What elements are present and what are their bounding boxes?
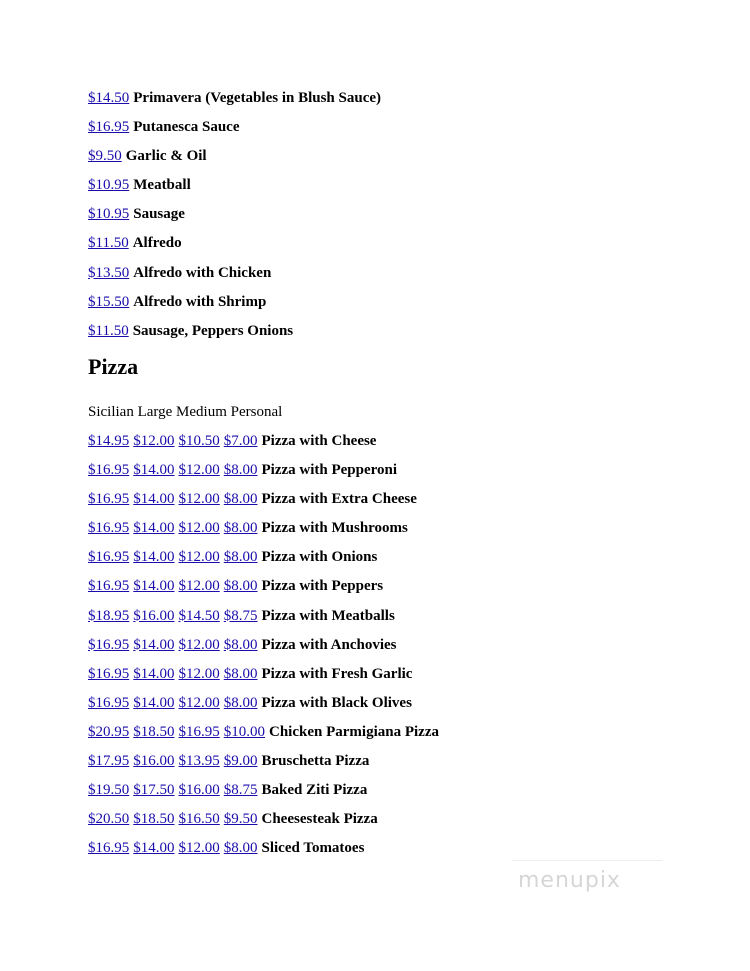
pizza-menu-row xyxy=(88,488,728,517)
pizza-menu-row xyxy=(88,750,728,779)
price-link[interactable]: $14.50 xyxy=(88,90,130,106)
pasta-menu-row xyxy=(88,174,728,203)
price-link[interactable]: $14.00 xyxy=(133,462,175,479)
price-link[interactable]: $14.00 xyxy=(133,694,175,711)
price-link[interactable]: $10.95 xyxy=(88,206,130,223)
price-link[interactable]: $20.50 xyxy=(88,811,130,828)
price-link[interactable]: $11.50 xyxy=(88,235,129,252)
item-name: Putanesca Sauce xyxy=(133,119,240,136)
price-link[interactable]: $8.00 xyxy=(223,636,258,653)
pizza-menu-row xyxy=(88,779,728,808)
pizza-menu-row xyxy=(88,605,728,634)
price-link[interactable]: $14.95 xyxy=(88,432,130,449)
price-link[interactable]: $12.00 xyxy=(178,549,220,566)
price-link[interactable]: $20.95 xyxy=(88,723,130,740)
price-link[interactable]: $8.00 xyxy=(223,694,258,711)
price-link[interactable]: $16.00 xyxy=(133,752,175,769)
price-link[interactable]: $10.50 xyxy=(178,432,220,449)
watermark-divider xyxy=(512,860,662,861)
pizza-menu-row xyxy=(88,459,728,488)
item-name: Pizza with Anchovies xyxy=(261,636,397,653)
item-name: Primavera (Vegetables in Blush Sauce) xyxy=(133,90,382,106)
pizza-menu-row xyxy=(88,634,728,663)
item-name: Pizza with Fresh Garlic xyxy=(261,665,413,682)
price-link[interactable]: $16.95 xyxy=(88,578,130,595)
price-link[interactable]: $14.00 xyxy=(133,578,175,595)
price-link[interactable]: $18.50 xyxy=(133,811,175,828)
item-name: Sliced Tomatoes xyxy=(261,840,365,857)
price-link[interactable]: $8.00 xyxy=(223,840,258,857)
price-link[interactable]: $8.00 xyxy=(223,665,258,682)
item-name: Pizza with Mushrooms xyxy=(261,520,408,537)
price-link[interactable]: $16.95 xyxy=(88,491,130,508)
price-link[interactable]: $19.50 xyxy=(88,782,130,799)
price-link[interactable]: $8.00 xyxy=(223,549,258,566)
price-link[interactable]: $11.50 xyxy=(88,322,129,339)
item-name: Pizza with Extra Cheese xyxy=(261,491,417,508)
price-link[interactable]: $14.00 xyxy=(133,520,175,537)
price-link[interactable]: $15.50 xyxy=(88,293,130,310)
item-name: Meatball xyxy=(133,177,191,194)
price-link[interactable]: $9.50 xyxy=(223,811,258,828)
pizza-sizes-header: Sicilian Large Medium Personal xyxy=(88,403,283,420)
item-name: Alfredo with Chicken xyxy=(133,264,272,281)
item-name: Pizza with Onions xyxy=(261,549,378,566)
price-link[interactable]: $16.95 xyxy=(88,462,130,479)
pasta-menu-row xyxy=(88,291,728,320)
item-name: Baked Ziti Pizza xyxy=(261,782,368,799)
price-link[interactable]: $12.00 xyxy=(178,665,220,682)
price-link[interactable]: $7.00 xyxy=(223,432,258,449)
item-name: Sausage xyxy=(133,206,185,223)
price-link[interactable]: $16.95 xyxy=(88,636,130,653)
pizza-menu-row xyxy=(88,721,728,750)
price-link[interactable]: $12.00 xyxy=(178,840,220,857)
item-name: Alfredo xyxy=(132,235,182,252)
price-link[interactable]: $12.00 xyxy=(133,432,175,449)
price-link[interactable]: $13.50 xyxy=(88,264,130,281)
price-link[interactable]: $16.50 xyxy=(178,811,220,828)
item-name: Pizza with Black Olives xyxy=(261,694,412,711)
item-name: Bruschetta Pizza xyxy=(261,752,370,769)
price-link[interactable]: $12.00 xyxy=(178,491,220,508)
price-link[interactable]: $9.50 xyxy=(88,148,122,165)
price-link[interactable]: $8.00 xyxy=(223,462,258,479)
price-link[interactable]: $13.95 xyxy=(178,752,220,769)
pasta-list xyxy=(88,87,728,349)
price-link[interactable]: $14.00 xyxy=(133,665,175,682)
price-link[interactable]: $16.95 xyxy=(88,520,130,537)
item-name: Pizza with Peppers xyxy=(261,578,384,595)
item-name: Pizza with Pepperoni xyxy=(261,462,398,479)
price-link[interactable]: $9.00 xyxy=(223,752,258,769)
price-link[interactable]: $18.95 xyxy=(88,607,130,624)
item-name: Sausage, Peppers Onions xyxy=(132,322,294,339)
pasta-menu-row xyxy=(88,232,728,261)
price-link[interactable]: $8.75 xyxy=(223,782,258,799)
item-name: Garlic & Oil xyxy=(125,148,207,165)
price-link[interactable]: $16.95 xyxy=(88,665,130,682)
pizza-section-title: Pizza xyxy=(88,353,139,379)
pizza-menu-row xyxy=(88,692,728,721)
price-link[interactable]: $8.75 xyxy=(223,607,258,624)
menu-content xyxy=(88,87,728,866)
price-link[interactable]: $14.50 xyxy=(178,607,220,624)
pizza-list xyxy=(88,430,728,866)
price-link[interactable]: $12.00 xyxy=(178,462,220,479)
price-link[interactable]: $16.95 xyxy=(88,549,130,566)
price-link[interactable]: $16.00 xyxy=(133,607,175,624)
price-link[interactable]: $14.00 xyxy=(133,549,175,566)
item-name: Pizza with Cheese xyxy=(261,432,377,449)
price-link[interactable]: $14.00 xyxy=(133,636,175,653)
pasta-menu-row xyxy=(88,262,728,291)
item-name: Alfredo with Shrimp xyxy=(133,293,267,310)
pasta-menu-row xyxy=(88,145,728,174)
price-link[interactable]: $12.00 xyxy=(178,694,220,711)
pizza-menu-row xyxy=(88,517,728,546)
price-link[interactable]: $17.50 xyxy=(133,782,175,799)
price-link[interactable]: $18.50 xyxy=(133,723,175,740)
price-link[interactable]: $8.00 xyxy=(223,520,258,537)
pasta-menu-row xyxy=(88,87,728,116)
price-link[interactable]: $14.00 xyxy=(133,840,175,857)
pizza-menu-row xyxy=(88,837,728,866)
item-name: Cheesesteak Pizza xyxy=(261,811,378,828)
price-link[interactable]: $12.00 xyxy=(178,636,220,653)
pasta-menu-row xyxy=(88,203,728,232)
menupix-watermark-logo: menupix xyxy=(518,868,621,893)
item-name: Chicken Parmigiana Pizza xyxy=(269,723,439,740)
pasta-menu-row xyxy=(88,320,728,349)
pizza-menu-row xyxy=(88,546,728,575)
pizza-menu-row xyxy=(88,575,728,604)
price-link[interactable]: $10.95 xyxy=(88,177,130,194)
price-link[interactable]: $10.00 xyxy=(223,723,265,740)
price-link[interactable]: $16.95 xyxy=(88,694,130,711)
item-name: Pizza with Meatballs xyxy=(261,607,395,624)
price-link[interactable]: $16.95 xyxy=(88,119,130,136)
price-link[interactable]: $8.00 xyxy=(223,491,258,508)
price-link[interactable]: $12.00 xyxy=(178,578,220,595)
pizza-menu-row xyxy=(88,808,728,837)
price-link[interactable]: $8.00 xyxy=(223,578,258,595)
pasta-menu-row xyxy=(88,116,728,145)
pizza-menu-row xyxy=(88,430,728,459)
price-link[interactable]: $17.95 xyxy=(88,752,130,769)
price-link[interactable]: $12.00 xyxy=(178,520,220,537)
price-link[interactable]: $14.00 xyxy=(133,491,175,508)
price-link[interactable]: $16.95 xyxy=(178,723,220,740)
pizza-menu-row xyxy=(88,663,728,692)
price-link[interactable]: $16.95 xyxy=(88,840,130,857)
price-link[interactable]: $16.00 xyxy=(178,782,220,799)
